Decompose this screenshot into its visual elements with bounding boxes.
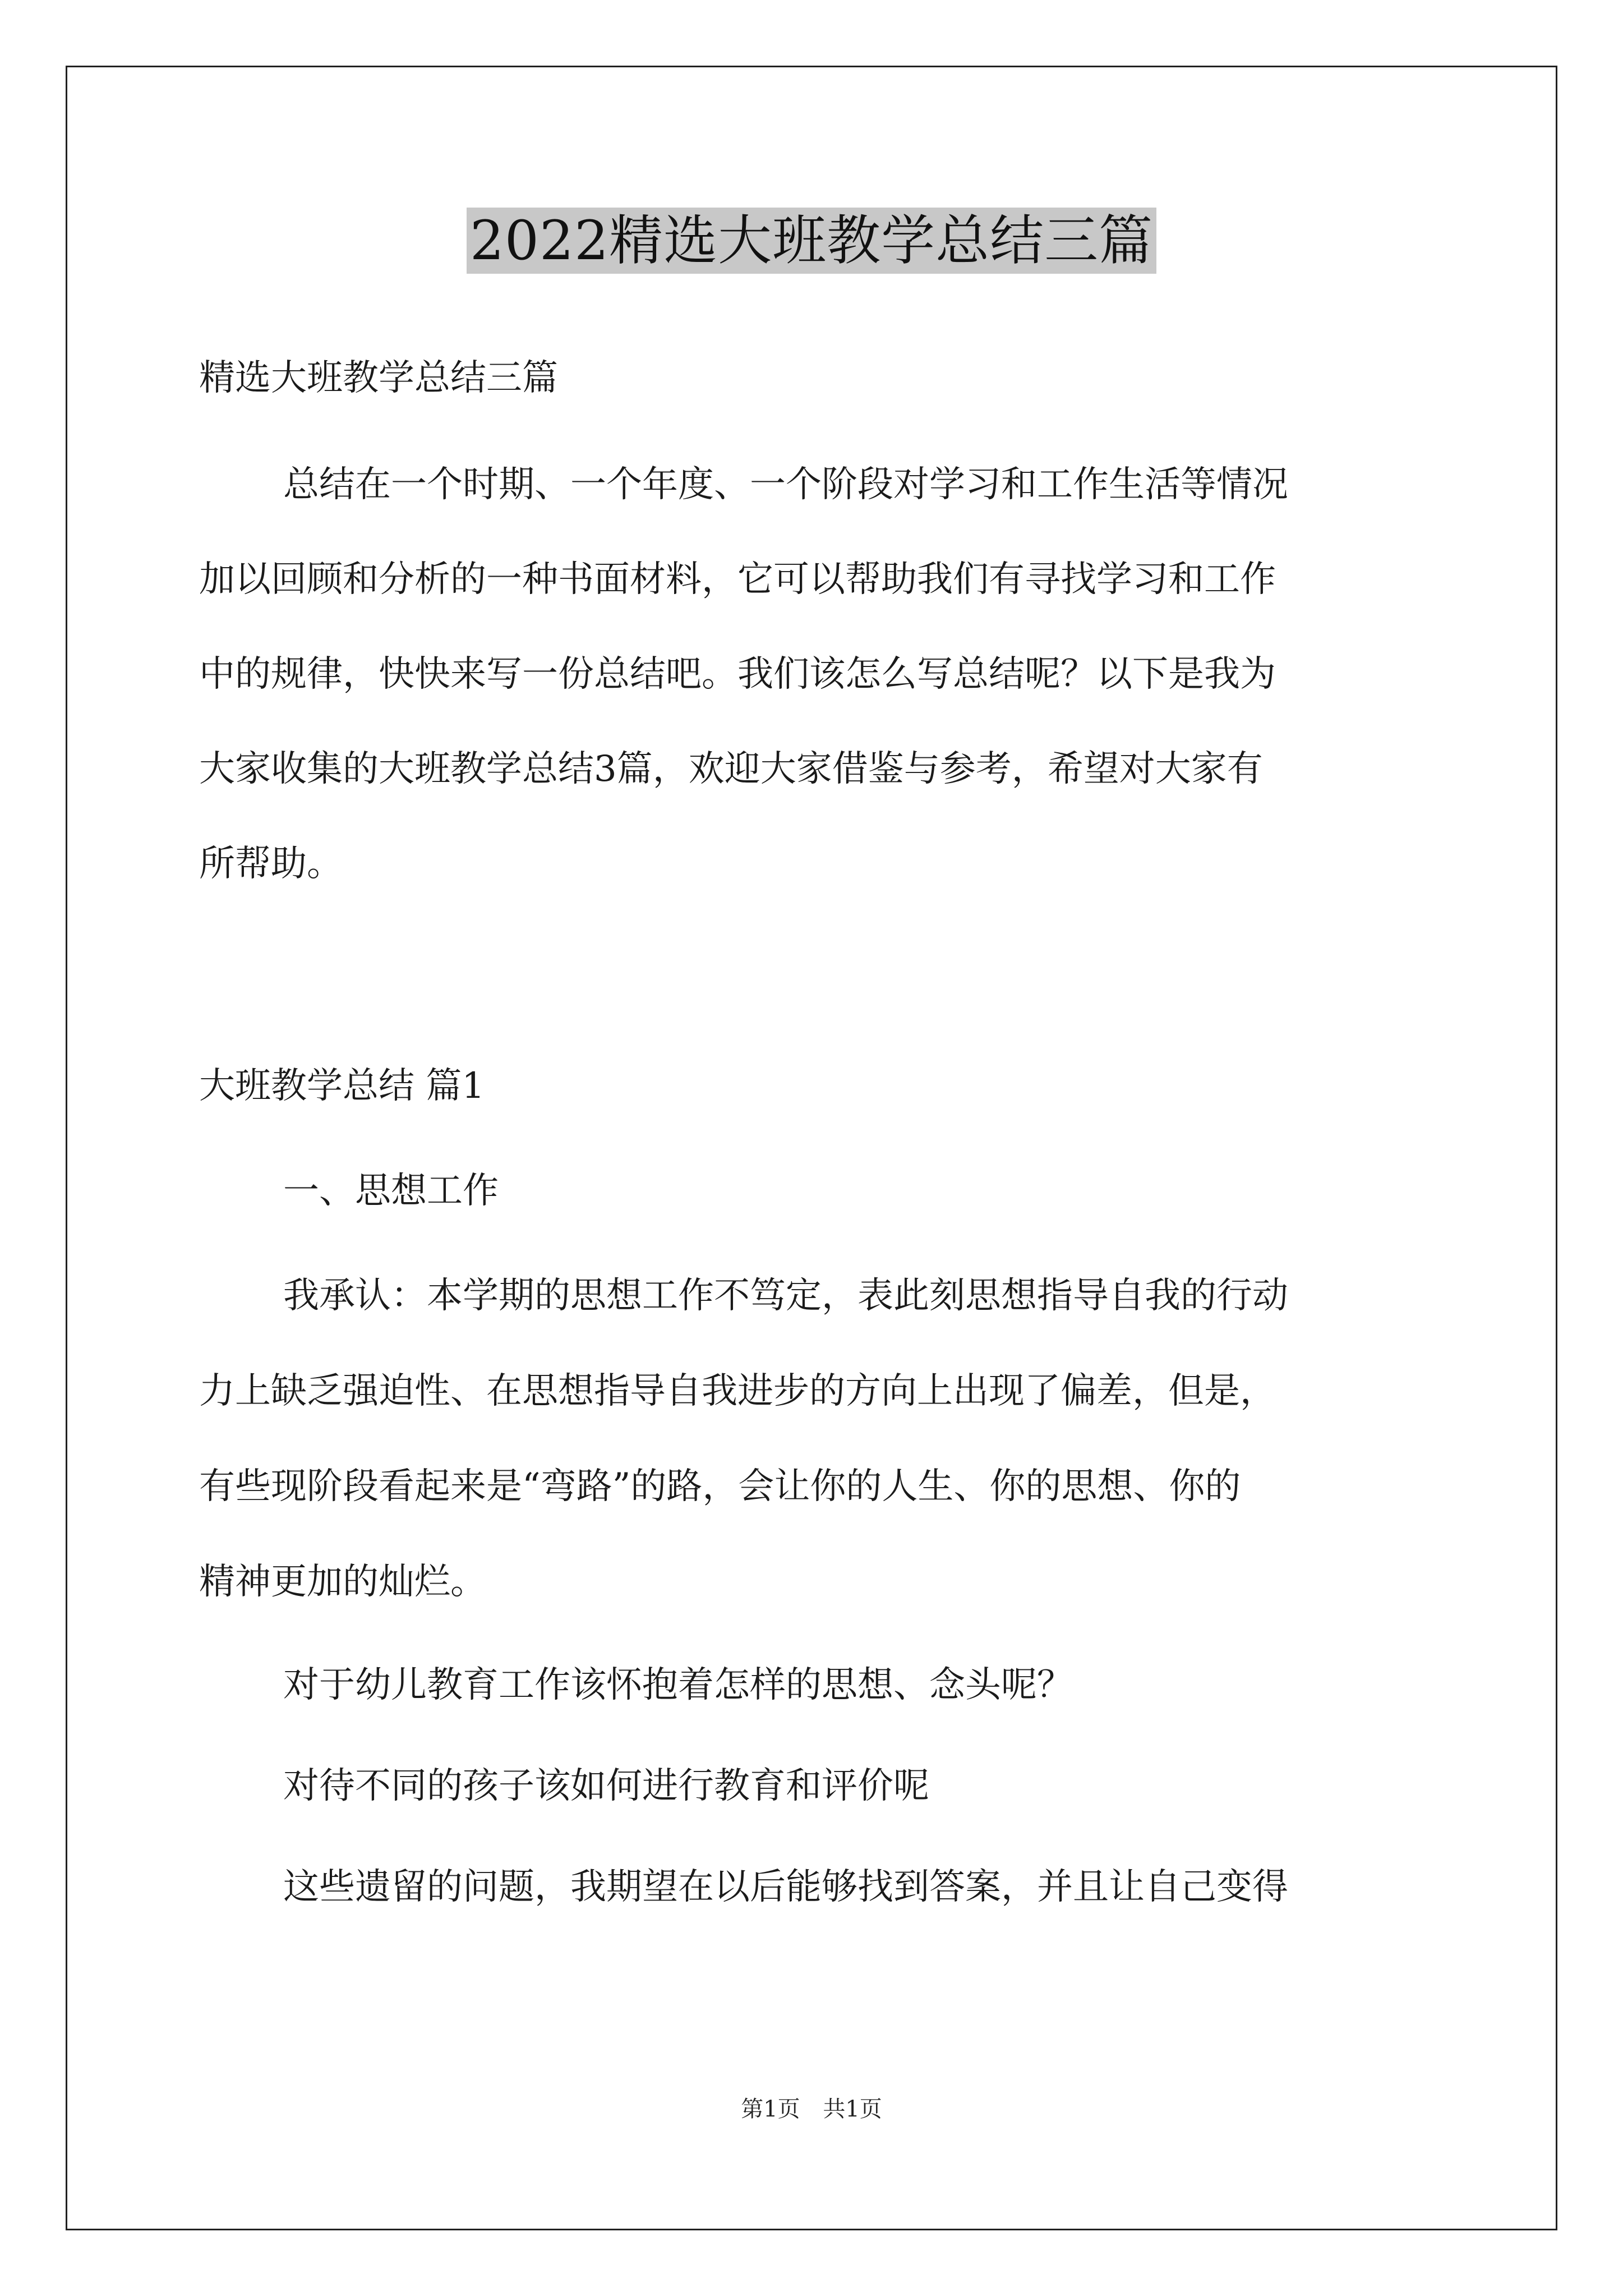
subtitle: 精选大班教学总结三篇	[199, 357, 558, 399]
last-line: 这些遗留的问题，我期望在以后能够找到答案，并且让自己变得	[283, 1866, 1288, 1908]
intro-line-2: 加以回顾和分析的一种书面材料，它可以帮助我们有寻找学习和工作	[199, 559, 1276, 600]
page-footer	[0, 2091, 1623, 2123]
para1-line-2: 力上缺乏强迫性、在思想指导自我进步的方向上出现了偏差，但是，	[199, 1370, 1276, 1412]
page-total: 共1页	[823, 2096, 882, 2122]
intro-line-1: 总结在一个时期、一个年度、一个阶段对学习和工作生活等情况	[283, 464, 1288, 505]
para1-line-4: 精神更加的灿烂。	[199, 1561, 486, 1603]
para1-line-1: 我承认：本学期的思想工作不笃定，表此刻思想指导自我的行动	[283, 1275, 1288, 1317]
intro-line-3: 中的规律，快快来写一份总结吧。我们该怎么写总结呢？以下是我为	[199, 654, 1276, 695]
intro-line-4: 大家收集的大班教学总结3篇，欢迎大家借鉴与参考，希望对大家有	[199, 748, 1263, 790]
document-title: 2022精选大班教学总结三篇	[467, 208, 1156, 274]
para1-line-3: 有些现阶段看起来是“弯路”的路，会让你的人生、你的思想、你的	[199, 1466, 1241, 1507]
question-line-2: 对待不同的孩子该如何进行教育和评价呢	[283, 1765, 929, 1807]
section-heading: 大班教学总结 篇1	[199, 1065, 485, 1107]
intro-line-5: 所帮助。	[199, 843, 343, 885]
section-subheading: 一、思想工作	[283, 1170, 499, 1212]
page-number: 第1页	[741, 2096, 800, 2122]
title-wrap	[0, 208, 1623, 274]
question-line-1: 对于幼儿教育工作该怀抱着怎样的思想、念头呢？	[283, 1664, 1073, 1706]
